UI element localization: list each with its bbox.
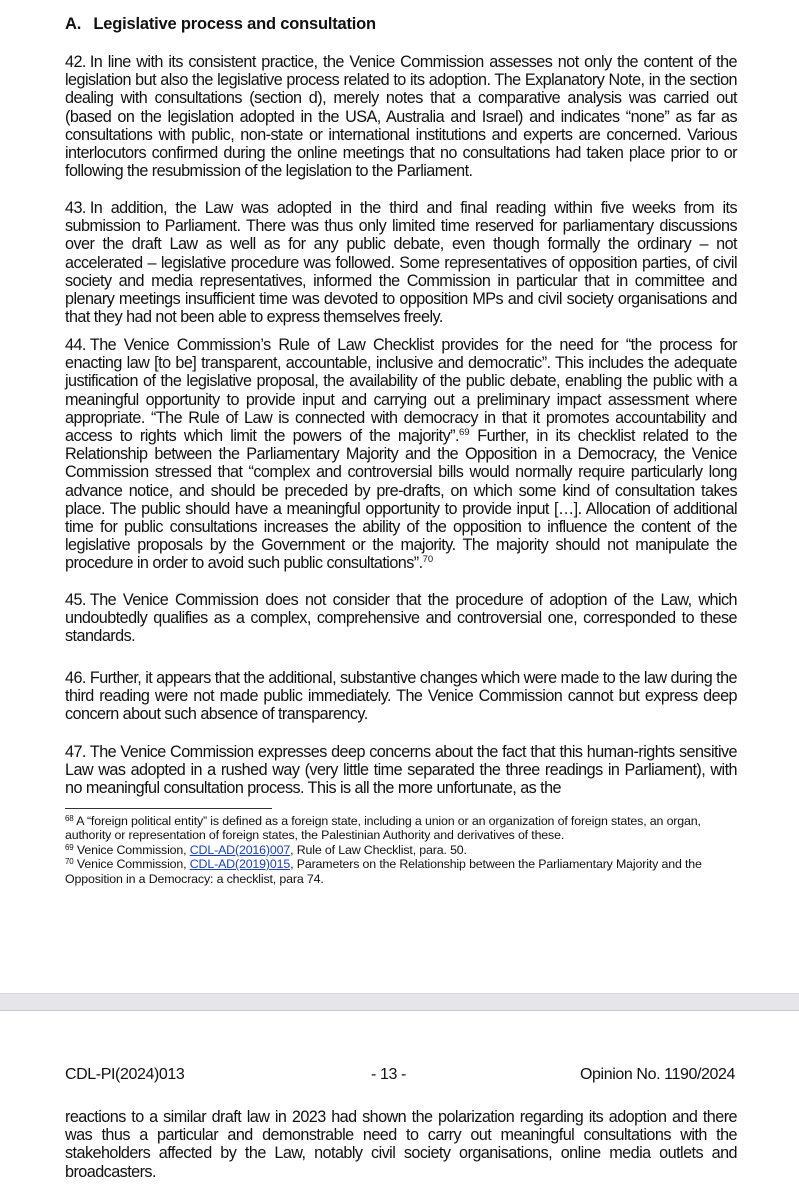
paragraph-number: 43. — [65, 199, 86, 217]
footnote-prefix: Venice Commission, — [73, 842, 190, 857]
footnote-link-cdl-ad-2016-007[interactable]: CDL-AD(2016)007 — [189, 842, 291, 857]
page-number: - 13 - — [371, 1066, 406, 1083]
footnote-number: 70 — [65, 857, 74, 867]
paragraph-text: The Venice Commission’s Rule of Law Checklist provides for the need for “the process for enacting law [to be] transparent, accountable, inclusive and democratic”. This includes the adequate justification of the legislative proposal, the availability of the public debate, enabling the public with a meaningful opportunity to provide input and carrying out a preliminary impact assessment where appropriate. “The Rule of Law is connected with democracy in that it promotes accountability and access to rights which limit the powers of the majority”. — [65, 336, 737, 446]
paragraph-43 — [65, 199, 737, 326]
section-number: A. — [65, 15, 82, 33]
paragraph-46 — [65, 669, 737, 724]
paragraph-number: 45. — [65, 591, 86, 609]
paragraph-text: In line with its consistent practice, the Venice Commission assesses not only the content of the legislation but also the legislative process related to its adoption. The Explanatory Note, in the section dealing with consultations (section d), merely notes that a comparative analysis was carried out (based on the legislation adopted in the USA, Australia and Israel) and indicates “none” as far as consultations with public, non-state or international institutions and experts are concerned. Various interlocutors confirmed during the online meetings that no consultations had taken place prior to or following the resubmission of the legislation to the Parliament. — [65, 53, 737, 181]
footnotes — [65, 814, 737, 886]
footnote-suffix: , Rule of Law Checklist, para. 50. — [290, 842, 467, 857]
opinion-number: Opinion No. 1190/2024 — [580, 1066, 735, 1083]
footnote-divider — [65, 808, 272, 809]
paragraph-42 — [65, 53, 737, 180]
paragraph-number: 42. — [65, 53, 86, 71]
paragraph-text: Further, it appears that the additional, substantive changes which were made to the law during the third reading were not made public immediately. The Venice Commission cannot but express deep concern about such absence of transparency. — [65, 669, 737, 724]
footnote-number: 69 — [65, 842, 74, 852]
paragraph-number: 44. — [65, 336, 86, 354]
footnote-suffix: , Parameters on the Relationship between the Parliamentary Majority and the Opposition in a Democracy: a checklist, para 74. — [65, 857, 702, 886]
page-lower — [0, 1011, 799, 1200]
paragraph-47 — [65, 743, 737, 798]
paragraph-45 — [65, 591, 737, 646]
footnote-70 — [65, 857, 737, 886]
footnote-ref-69[interactable]: 69 — [458, 427, 470, 439]
section-heading — [65, 15, 376, 34]
paragraph-text: The Venice Commission does not consider that the procedure of adoption of the Law, which undoubtedly qualifies as a complex, comprehensive and controversial one, corresponded to these standards. — [65, 591, 737, 646]
footnote-prefix: Venice Commission, — [73, 857, 190, 872]
footnote-number: 68 — [65, 814, 74, 823]
footnote-ref-70[interactable]: 70 — [422, 554, 434, 566]
page-header-footer — [65, 1066, 735, 1084]
document-reference: CDL-PI(2024)013 — [65, 1066, 185, 1083]
footnote-69 — [65, 843, 737, 857]
paragraph-44 — [65, 336, 737, 573]
footnote-68 — [65, 814, 737, 843]
section-title: Legislative process and consultation — [93, 15, 376, 33]
paragraph-text-continued: Further, in its checklist related to the Relationship between the Parliamentary Majority and the Opposition in a Democracy, the Venice Commission stressed that “complex and controversial bills would normally require particularly long advance notice, and should be preceded by pre-drafts, on which some kind of consultation takes place. The public should have a meaningful opportunity to provide input […]. Allocation of additional time for public consultations increases the ability of the opposition to influence the content of the legislative proposals by the Government or the majority. The majority should not manipulate the procedure in order to avoid such public consultations”. — [65, 427, 737, 573]
paragraph-text: reactions to a similar draft law in 2023 had shown the polarization regarding its adoption and there was thus a particular and demonstrable need to carry out meaningful consultations with the stakeholders affected by the Law, notably civil society organisations, online media outlets and broadcasters. — [65, 1108, 737, 1181]
paragraph-number: 47. — [65, 743, 86, 761]
paragraph-47-continuation — [65, 1108, 737, 1181]
footnote-link-cdl-ad-2019-015[interactable]: CDL-AD(2019)015 — [189, 857, 291, 872]
paragraph-text: In addition, the Law was adopted in the third and final reading within five weeks from its submission to Parliament. There was thus only limited time reserved for parliamentary discussions over the draft Law as well as for any public debate, even though formally the ordinary – not accelerated – legislative procedure was followed. Some representatives of opposition parties, of civil society and media representatives, informed the Commission in particular that in committee and plenary meetings insufficient time was devoted to opposition MPs and civil society organisations and that they had not been able to express themselves freely. — [65, 199, 737, 327]
paragraph-text: The Venice Commission expresses deep concerns about the fact that this human-rights sensitive Law was adopted in a rushed way (very little time separated the three readings in Parliament), with no meaningful consultation process. This is all the more unfortunate, as the — [65, 743, 737, 798]
footnote-text: A “foreign political entity” is defined as a foreign state, including a union or an organization of foreign states, an organ, authority or representation of foreign states, the Palestinian Authority and derivatives of these. — [65, 814, 701, 843]
page-break-separator — [0, 993, 799, 1011]
paragraph-number: 46. — [65, 669, 86, 687]
